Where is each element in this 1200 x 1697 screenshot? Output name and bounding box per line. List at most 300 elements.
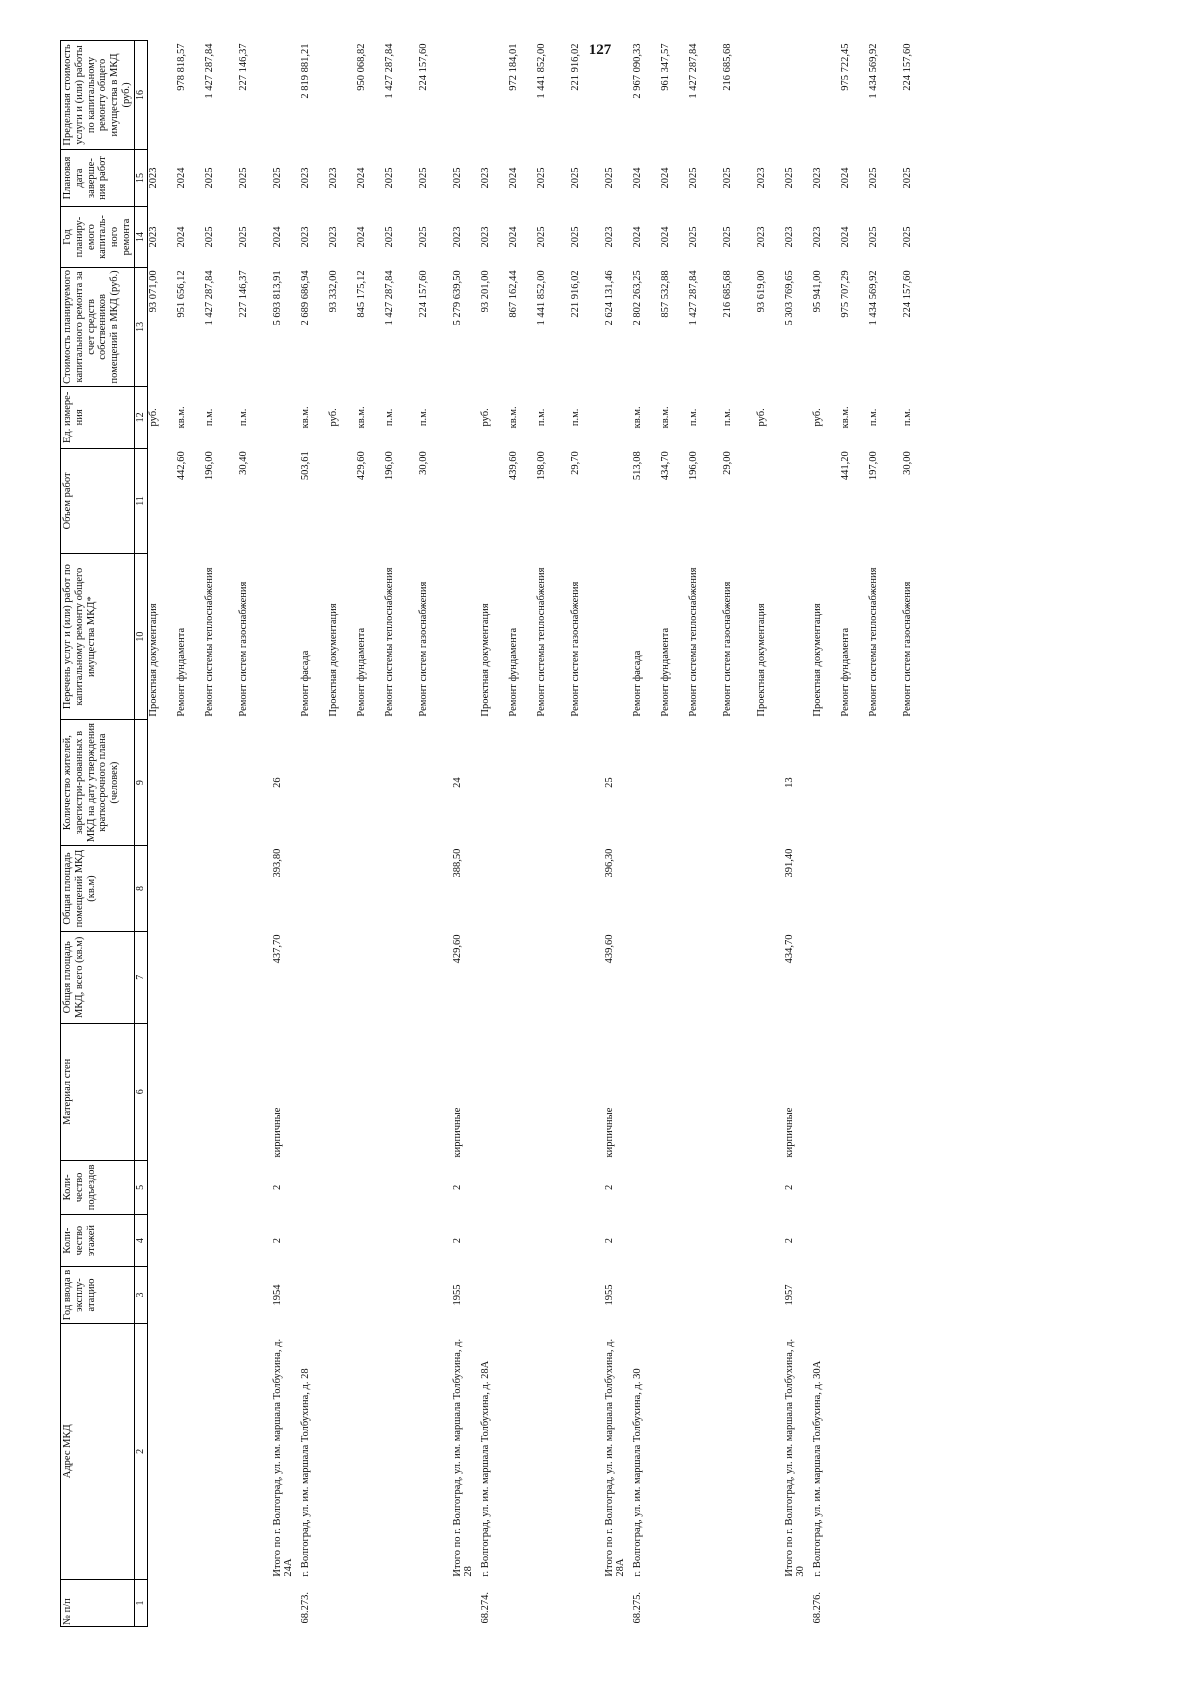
- max-cost-cell: 2 967 090,33: [631, 43, 643, 99]
- floors-cell: 2: [783, 1238, 795, 1244]
- repair-year-cell: 2025: [535, 226, 547, 248]
- entrances-cell: [688, 1160, 722, 1214]
- table-row: [480, 41, 508, 1627]
- table-row: [176, 41, 204, 1627]
- completion-date-cell: 2025: [383, 167, 395, 189]
- premises-area-cell: [902, 846, 936, 932]
- residents-cell: [632, 720, 660, 846]
- wall-material-cell: [812, 1023, 840, 1160]
- header-cell: Коли-чество этажей: [61, 1214, 135, 1267]
- completion-date-cell: 2025: [783, 167, 795, 189]
- completion-date-cell: 2024: [507, 167, 519, 189]
- year-built-cell: [204, 1267, 238, 1323]
- unit-cell: кв.м.: [175, 406, 187, 429]
- unit-cell: п.м.: [569, 408, 581, 427]
- planned-cost-cell: 1 441 852,00: [535, 270, 547, 326]
- residents-cell: [480, 720, 508, 846]
- planned-cost-cell: 95 941,00: [811, 270, 823, 313]
- planned-cost-cell: 1 427 287,84: [203, 270, 215, 326]
- table-row: [632, 41, 660, 1627]
- planned-cost-cell: 1 434 569,92: [867, 270, 879, 326]
- repair-year-cell: 2023: [603, 226, 615, 248]
- work-type-cell: Проектная документация: [755, 603, 767, 717]
- premises-area-cell: [300, 846, 328, 932]
- header-cell: Стоимость планируемого капитального ремонта за счет средств собственников помещений в МКД (руб.): [61, 267, 135, 386]
- year-built-cell: [536, 1267, 570, 1323]
- address-cell: [570, 1323, 604, 1580]
- table-row: [418, 41, 452, 1627]
- max-cost-cell: 221 916,02: [569, 43, 581, 91]
- row-number-cell: [688, 1580, 722, 1627]
- wall-material-cell: [508, 1023, 536, 1160]
- floors-cell: [812, 1214, 840, 1267]
- address-cell: [384, 1323, 418, 1580]
- completion-date-cell: 2024: [631, 167, 643, 189]
- column-number: 10: [134, 554, 147, 720]
- wall-material-cell: [868, 1023, 902, 1160]
- address-cell: [756, 1323, 784, 1580]
- repair-year-cell: 2024: [631, 226, 643, 248]
- planned-cost-cell: 857 532,88: [659, 270, 671, 318]
- entrances-cell: [147, 1160, 176, 1214]
- planned-cost-cell: 227 146,37: [237, 270, 249, 318]
- planned-cost-cell: 93 619,00: [755, 270, 767, 313]
- address-cell: Итого по г. Волгоград, ул. им. маршала Толбухина, д. 28: [451, 1338, 475, 1577]
- work-volume-cell: 196,00: [687, 451, 699, 481]
- repair-year-cell: 2023: [299, 226, 311, 248]
- work-type-cell: Ремонт фундамента: [507, 627, 519, 717]
- wall-material-cell: [204, 1023, 238, 1160]
- header-cell: Объем работ: [61, 448, 135, 553]
- year-built-cell: [356, 1267, 384, 1323]
- unit-cell: [452, 386, 480, 448]
- residents-cell: [840, 720, 868, 846]
- repair-year-cell: 2023: [811, 226, 823, 248]
- total-area-cell: [176, 931, 204, 1023]
- completion-date-cell: 2025: [569, 167, 581, 189]
- max-cost-cell: 975 722,45: [839, 43, 851, 91]
- table-row: [536, 41, 570, 1627]
- row-number-cell: [868, 1580, 902, 1627]
- column-number: 13: [134, 267, 147, 386]
- unit-cell: кв.м.: [355, 406, 367, 429]
- address-cell: [508, 1323, 536, 1580]
- completion-date-cell: 2025: [417, 167, 429, 189]
- completion-date-cell: 2023: [327, 167, 339, 189]
- address-cell: [356, 1323, 384, 1580]
- total-area-cell: [688, 931, 722, 1023]
- address-cell: Итого по г. Волгоград, ул. им. маршала Толбухина, д. 28А: [603, 1338, 627, 1577]
- wall-material-cell: [840, 1023, 868, 1160]
- floors-cell: [840, 1214, 868, 1267]
- repair-year-cell: 2024: [175, 226, 187, 248]
- floors-cell: [480, 1214, 508, 1267]
- header-cell: Перечень услуг и (или) работ по капитальному ремонту общего имущества МКД*: [61, 554, 135, 720]
- completion-date-cell: 2023: [755, 167, 767, 189]
- total-area-cell: [204, 931, 238, 1023]
- unit-cell: руб.: [147, 408, 159, 427]
- entrances-cell: [480, 1160, 508, 1214]
- row-number-cell: [570, 1580, 604, 1627]
- work-volume-cell: 439,60: [507, 451, 519, 481]
- total-area-cell: [328, 931, 356, 1023]
- residents-cell: 26: [271, 777, 283, 788]
- row-number-cell: [536, 1580, 570, 1627]
- max-cost-cell: [756, 41, 784, 150]
- table-row: [756, 41, 784, 1627]
- table-row: [356, 41, 384, 1627]
- row-number-cell: [452, 1580, 480, 1627]
- repair-year-cell: 2023: [783, 226, 795, 248]
- planned-cost-cell: 867 162,44: [507, 270, 519, 318]
- work-type-cell: Ремонт системы теплоснабжения: [687, 567, 699, 717]
- premises-area-cell: [147, 846, 176, 932]
- header-cell: Коли-чество подъездов: [61, 1160, 135, 1214]
- repair-year-cell: 2025: [569, 226, 581, 248]
- repair-year-cell: 2024: [355, 226, 367, 248]
- max-cost-cell: [328, 41, 356, 150]
- max-cost-cell: [784, 41, 812, 150]
- work-volume-cell: 442,60: [175, 451, 187, 481]
- column-number: 11: [134, 448, 147, 553]
- completion-date-cell: 2025: [535, 167, 547, 189]
- address-cell: г. Волгоград, ул. им. маршала Толбухина, д. 30: [631, 1368, 643, 1577]
- total-area-cell: [868, 931, 902, 1023]
- floors-cell: [536, 1214, 570, 1267]
- entrances-cell: [508, 1160, 536, 1214]
- planned-cost-cell: 845 175,12: [355, 270, 367, 318]
- table-row: [300, 41, 328, 1627]
- floors-cell: [660, 1214, 688, 1267]
- residents-cell: [868, 720, 902, 846]
- address-cell: [840, 1323, 868, 1580]
- floors-cell: 2: [451, 1238, 463, 1244]
- premises-area-cell: [536, 846, 570, 932]
- unit-cell: [604, 386, 632, 448]
- table-row: [508, 41, 536, 1627]
- year-built-cell: 1957: [783, 1284, 795, 1306]
- total-area-cell: [632, 931, 660, 1023]
- residents-cell: [328, 720, 356, 846]
- unit-cell: п.м.: [535, 408, 547, 427]
- unit-cell: п.м.: [721, 408, 733, 427]
- residents-cell: [384, 720, 418, 846]
- year-built-cell: [632, 1267, 660, 1323]
- residents-cell: [660, 720, 688, 846]
- work-volume-cell: [480, 448, 508, 553]
- year-built-cell: 1954: [271, 1284, 283, 1306]
- work-volume-cell: [784, 448, 812, 553]
- planned-cost-cell: 93 071,00: [147, 270, 159, 313]
- residents-cell: [147, 720, 176, 846]
- year-built-cell: 1955: [603, 1284, 615, 1306]
- planned-cost-cell: 221 916,02: [569, 270, 581, 318]
- work-type-cell: Ремонт фундамента: [659, 627, 671, 717]
- premises-area-cell: [632, 846, 660, 932]
- row-number-cell: [204, 1580, 238, 1627]
- premises-area-cell: [356, 846, 384, 932]
- floors-cell: [328, 1214, 356, 1267]
- row-number-cell: [356, 1580, 384, 1627]
- wall-material-cell: [356, 1023, 384, 1160]
- work-type-cell: Ремонт фасада: [299, 650, 311, 717]
- max-cost-cell: 1 427 287,84: [383, 43, 395, 99]
- residents-cell: [688, 720, 722, 846]
- completion-date-cell: 2023: [147, 167, 159, 189]
- work-volume-cell: [328, 448, 356, 553]
- unit-cell: руб.: [755, 408, 767, 427]
- premises-area-cell: [418, 846, 452, 932]
- header-cell: Общая площадь помещений МКД (кв.м): [61, 846, 135, 932]
- floors-cell: [570, 1214, 604, 1267]
- table-row: [604, 41, 632, 1627]
- wall-material-cell: [902, 1023, 936, 1160]
- work-type-cell: [784, 554, 812, 720]
- wall-material-cell: [238, 1023, 272, 1160]
- table-row: [238, 41, 272, 1627]
- work-volume-cell: 441,20: [839, 451, 851, 481]
- address-cell: [147, 1323, 176, 1580]
- total-area-cell: [722, 931, 756, 1023]
- column-number: 9: [134, 720, 147, 846]
- residents-cell: [902, 720, 936, 846]
- entrances-cell: [238, 1160, 272, 1214]
- work-volume-cell: [604, 448, 632, 553]
- row-number-cell: [784, 1580, 812, 1627]
- wall-material-cell: кирпичные: [603, 1107, 615, 1158]
- work-volume-cell: 30,00: [901, 451, 913, 475]
- unit-cell: кв.м.: [631, 406, 643, 429]
- year-built-cell: [238, 1267, 272, 1323]
- total-area-cell: 429,60: [451, 934, 463, 964]
- header-cell: Год планиру-емого капиталь-ного ремонта: [61, 207, 135, 268]
- premises-area-cell: [570, 846, 604, 932]
- year-built-cell: [147, 1267, 176, 1323]
- wall-material-cell: [418, 1023, 452, 1160]
- year-built-cell: [688, 1267, 722, 1323]
- year-built-cell: [840, 1267, 868, 1323]
- repair-year-cell: 2025: [417, 226, 429, 248]
- residents-cell: [536, 720, 570, 846]
- residents-cell: [238, 720, 272, 846]
- header-cell: Количество жителей, зарегистри-рованных в МКД на дату утверждения краткосрочного плана (человек): [61, 720, 135, 846]
- address-cell: [204, 1323, 238, 1580]
- entrances-cell: [176, 1160, 204, 1214]
- total-area-cell: [570, 931, 604, 1023]
- residents-cell: [508, 720, 536, 846]
- header-row: [61, 41, 135, 1627]
- row-number-cell: [176, 1580, 204, 1627]
- page-number: 127: [588, 42, 612, 58]
- row-number-cell: [840, 1580, 868, 1627]
- wall-material-cell: [632, 1023, 660, 1160]
- total-area-cell: 439,60: [603, 934, 615, 964]
- entrances-cell: [328, 1160, 356, 1214]
- total-area-cell: [384, 931, 418, 1023]
- entrances-cell: [756, 1160, 784, 1214]
- year-built-cell: 1955: [451, 1284, 463, 1306]
- row-number-cell: 68.274.: [479, 1592, 491, 1624]
- residents-cell: [418, 720, 452, 846]
- repair-year-cell: 2025: [203, 226, 215, 248]
- entrances-cell: [868, 1160, 902, 1214]
- completion-date-cell: 2023: [299, 167, 311, 189]
- premises-area-cell: [384, 846, 418, 932]
- unit-cell: п.м.: [237, 408, 249, 427]
- total-area-cell: 434,70: [783, 934, 795, 964]
- premises-area-cell: 396,30: [603, 848, 615, 878]
- planned-cost-cell: 216 685,68: [721, 270, 733, 318]
- column-number: 15: [134, 149, 147, 206]
- completion-date-cell: 2025: [603, 167, 615, 189]
- address-cell: [238, 1323, 272, 1580]
- header-cell: Материал стен: [61, 1023, 135, 1160]
- max-cost-cell: [812, 41, 840, 150]
- header-cell: Адрес МКД: [61, 1323, 135, 1580]
- entrances-cell: [660, 1160, 688, 1214]
- premises-area-cell: [660, 846, 688, 932]
- work-type-cell: Ремонт фундамента: [355, 627, 367, 717]
- work-type-cell: Ремонт фундамента: [839, 627, 851, 717]
- wall-material-cell: [722, 1023, 756, 1160]
- work-type-cell: [452, 554, 480, 720]
- unit-cell: кв.м.: [507, 406, 519, 429]
- wall-material-cell: [480, 1023, 508, 1160]
- row-number-cell: [384, 1580, 418, 1627]
- year-built-cell: [868, 1267, 902, 1323]
- table-row: [384, 41, 418, 1627]
- entrances-cell: [840, 1160, 868, 1214]
- wall-material-cell: [328, 1023, 356, 1160]
- planned-cost-cell: 1 427 287,84: [383, 270, 395, 326]
- table-row: [812, 41, 840, 1627]
- max-cost-cell: [604, 41, 632, 150]
- repair-year-cell: 2024: [839, 226, 851, 248]
- unit-cell: кв.м.: [839, 406, 851, 429]
- column-number: 8: [134, 846, 147, 932]
- floors-cell: [204, 1214, 238, 1267]
- max-cost-cell: 216 685,68: [721, 43, 733, 91]
- address-cell: [328, 1323, 356, 1580]
- work-volume-cell: [812, 448, 840, 553]
- work-volume-cell: 434,70: [659, 451, 671, 481]
- work-type-cell: Ремонт фасада: [631, 650, 643, 717]
- floors-cell: [868, 1214, 902, 1267]
- work-volume-cell: 197,00: [867, 451, 879, 481]
- work-type-cell: Ремонт системы теплоснабжения: [535, 567, 547, 717]
- floors-cell: 2: [271, 1238, 283, 1244]
- entrances-cell: [418, 1160, 452, 1214]
- total-area-cell: [300, 931, 328, 1023]
- wall-material-cell: [570, 1023, 604, 1160]
- total-area-cell: [480, 931, 508, 1023]
- completion-date-cell: 2024: [355, 167, 367, 189]
- completion-date-cell: 2024: [175, 167, 187, 189]
- floors-cell: [508, 1214, 536, 1267]
- premises-area-cell: 391,40: [783, 848, 795, 878]
- table-row: [452, 41, 480, 1627]
- work-volume-cell: 429,60: [355, 451, 367, 481]
- max-cost-cell: 972 184,01: [507, 43, 519, 91]
- floors-cell: [722, 1214, 756, 1267]
- work-type-cell: Ремонт системы теплоснабжения: [203, 567, 215, 717]
- planned-cost-cell: 224 157,60: [901, 270, 913, 318]
- work-volume-cell: 196,00: [383, 451, 395, 481]
- work-type-cell: Ремонт систем газоснабжения: [901, 581, 913, 717]
- total-area-cell: 437,70: [271, 934, 283, 964]
- row-number-cell: [722, 1580, 756, 1627]
- residents-cell: [722, 720, 756, 846]
- row-number-cell: [418, 1580, 452, 1627]
- address-cell: [176, 1323, 204, 1580]
- repair-year-cell: 2025: [237, 226, 249, 248]
- row-number-cell: [238, 1580, 272, 1627]
- completion-date-cell: 2025: [721, 167, 733, 189]
- column-number: 14: [134, 207, 147, 268]
- max-cost-cell: 961 347,57: [659, 43, 671, 91]
- max-cost-cell: 227 146,37: [237, 43, 249, 91]
- column-number: 12: [134, 386, 147, 448]
- column-number: 7: [134, 931, 147, 1023]
- wall-material-cell: [176, 1023, 204, 1160]
- entrances-cell: 2: [451, 1184, 463, 1190]
- address-cell: [868, 1323, 902, 1580]
- address-cell: Итого по г. Волгоград, ул. им. маршала Толбухина, д. 24А: [271, 1338, 295, 1577]
- work-volume-cell: 30,00: [417, 451, 429, 475]
- row-number-cell: [756, 1580, 784, 1627]
- floors-cell: [756, 1214, 784, 1267]
- table-row: [722, 41, 756, 1627]
- year-built-cell: [176, 1267, 204, 1323]
- work-volume-cell: 29,00: [721, 451, 733, 475]
- wall-material-cell: [300, 1023, 328, 1160]
- planned-cost-cell: 93 201,00: [479, 270, 491, 313]
- work-volume-cell: 29,70: [569, 451, 581, 475]
- repair-year-cell: 2023: [451, 226, 463, 248]
- unit-cell: руб.: [327, 408, 339, 427]
- work-volume-cell: 196,00: [203, 451, 215, 481]
- table-row: [204, 41, 238, 1627]
- header-cell: Плановая дата заверше-ния работ: [61, 149, 135, 206]
- unit-cell: п.м.: [901, 408, 913, 427]
- table-row: [147, 41, 176, 1627]
- residents-cell: [204, 720, 238, 846]
- column-number: 3: [134, 1267, 147, 1323]
- work-type-cell: Ремонт систем газоснабжения: [569, 581, 581, 717]
- repair-year-cell: 2025: [383, 226, 395, 248]
- max-cost-cell: 1 427 287,84: [203, 43, 215, 99]
- wall-material-cell: [536, 1023, 570, 1160]
- completion-date-cell: 2025: [271, 167, 283, 189]
- max-cost-cell: 224 157,60: [901, 43, 913, 91]
- repair-year-cell: 2023: [755, 226, 767, 248]
- residents-cell: [176, 720, 204, 846]
- max-cost-cell: [480, 41, 508, 150]
- year-built-cell: [812, 1267, 840, 1323]
- total-area-cell: [147, 931, 176, 1023]
- year-built-cell: [756, 1267, 784, 1323]
- work-type-cell: Ремонт систем газоснабжения: [237, 581, 249, 717]
- work-type-cell: Проектная документация: [479, 603, 491, 717]
- planned-cost-cell: 951 656,12: [175, 270, 187, 318]
- address-cell: [902, 1323, 936, 1580]
- entrances-cell: [300, 1160, 328, 1214]
- unit-cell: руб.: [811, 408, 823, 427]
- entrances-cell: [902, 1160, 936, 1214]
- address-cell: [688, 1323, 722, 1580]
- floors-cell: 2: [603, 1238, 615, 1244]
- completion-date-cell: 2023: [811, 167, 823, 189]
